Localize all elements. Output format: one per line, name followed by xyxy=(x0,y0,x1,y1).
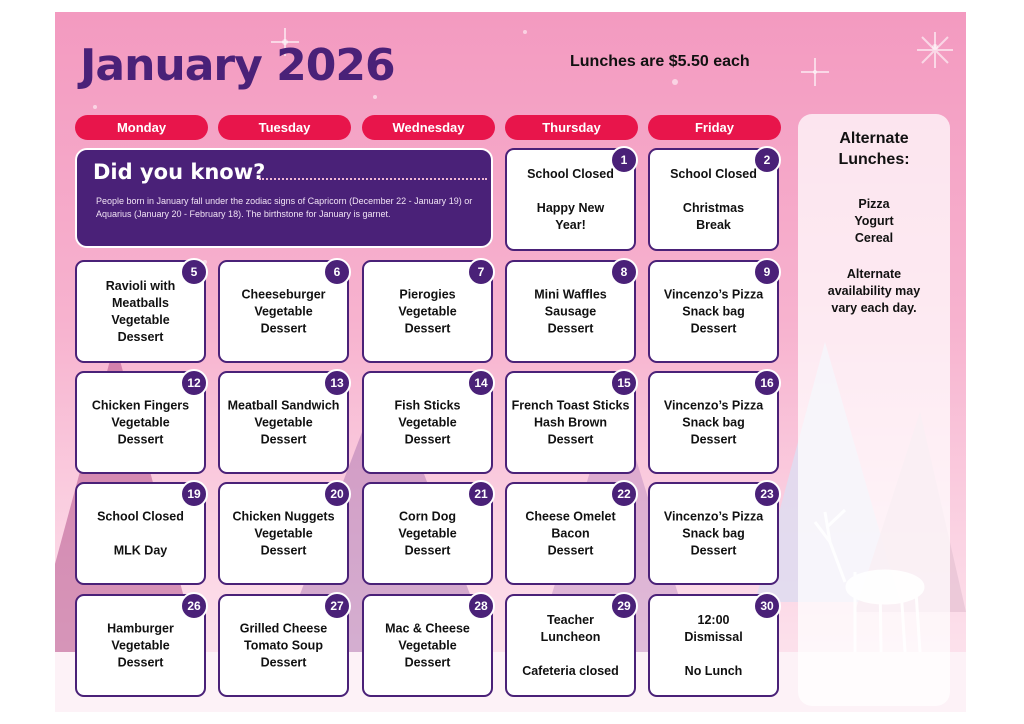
menu-line: Mini Waffles xyxy=(534,287,607,301)
menu-line: Dessert xyxy=(260,432,307,446)
menu-text xyxy=(368,508,487,559)
did-you-know-box xyxy=(75,148,493,248)
date-badge: 23 xyxy=(753,480,781,508)
calendar-day-cell xyxy=(75,482,206,585)
menu-line xyxy=(654,646,773,663)
menu-text xyxy=(654,166,773,234)
date-badge: 28 xyxy=(467,592,495,620)
did-you-know-title: Did you know? xyxy=(93,160,266,184)
calendar-day-cell xyxy=(648,482,779,585)
date-badge: 29 xyxy=(610,592,638,620)
menu-line: Vegetable xyxy=(254,526,313,540)
menu-line: Vegetable xyxy=(111,415,170,429)
menu-line: Luncheon xyxy=(540,629,601,644)
date-badge: 6 xyxy=(323,258,351,286)
menu-line: Dessert xyxy=(404,655,451,669)
date-badge: 12 xyxy=(180,369,208,397)
menu-text xyxy=(81,508,200,559)
menu-text xyxy=(224,286,343,337)
calendar-poster xyxy=(55,12,966,712)
alternate-item: Cereal xyxy=(854,231,894,245)
menu-line: Dessert xyxy=(547,543,594,557)
menu-line: Cheeseburger xyxy=(241,287,326,301)
menu-line: Dessert xyxy=(260,321,307,335)
date-badge: 13 xyxy=(323,369,351,397)
date-badge: 14 xyxy=(467,369,495,397)
calendar-day-cell xyxy=(75,594,206,697)
calendar-day-cell xyxy=(75,371,206,474)
menu-line: School Closed xyxy=(527,166,614,181)
menu-line: Teacher xyxy=(546,612,594,627)
date-badge: 2 xyxy=(753,146,781,174)
alternate-title-line: Alternate xyxy=(839,130,909,147)
calendar-day-cell xyxy=(648,371,779,474)
menu-line: Pierogies xyxy=(399,287,456,301)
menu-line: Dessert xyxy=(690,543,737,557)
menu-line: Dessert xyxy=(117,655,164,669)
alternate-item: Yogurt xyxy=(854,214,894,228)
menu-line: Hash Brown xyxy=(534,415,607,429)
menu-text xyxy=(81,397,200,448)
menu-line: Dessert xyxy=(547,432,594,446)
menu-text xyxy=(654,397,773,448)
day-header-wednesday: Wednesday xyxy=(362,115,495,140)
menu-line: Mac & Cheese xyxy=(385,621,470,635)
calendar-day-cell xyxy=(362,594,493,697)
menu-line: Cafeteria closed xyxy=(522,663,619,678)
menu-line: Vegetable xyxy=(254,304,313,318)
menu-line: Snack bag xyxy=(682,526,745,540)
menu-line: Vincenzo’s Pizza xyxy=(663,509,764,523)
calendar-day-cell xyxy=(505,148,636,251)
menu-line: Vincenzo’s Pizza xyxy=(663,398,764,412)
date-badge: 26 xyxy=(180,592,208,620)
date-badge: 27 xyxy=(323,592,351,620)
menu-line: Vegetable xyxy=(398,638,457,652)
alternate-availability-note xyxy=(798,266,950,317)
menu-line: Dessert xyxy=(404,321,451,335)
menu-text xyxy=(81,620,200,671)
alternate-note-line: Alternate xyxy=(846,267,902,281)
day-header-friday: Friday xyxy=(648,115,781,140)
menu-text xyxy=(224,397,343,448)
menu-text xyxy=(368,397,487,448)
menu-line: Dessert xyxy=(260,655,307,669)
alternate-title-line: Lunches: xyxy=(838,151,910,168)
menu-line: Dismissal xyxy=(684,629,743,644)
menu-line: Snack bag xyxy=(682,415,745,429)
menu-line: Vegetable xyxy=(398,304,457,318)
menu-line: Dessert xyxy=(260,543,307,557)
alternate-items-list xyxy=(798,196,950,247)
calendar-day-cell xyxy=(362,482,493,585)
menu-line: Happy New xyxy=(536,200,605,215)
menu-line: Fish Sticks xyxy=(394,398,461,412)
menu-line: Cheese Omelet xyxy=(525,509,616,523)
menu-line: Year! xyxy=(555,217,586,232)
alternate-note-line: vary each day. xyxy=(831,301,917,315)
menu-line: Vegetable xyxy=(111,638,170,652)
menu-line: School Closed xyxy=(97,509,184,523)
date-badge: 9 xyxy=(753,258,781,286)
menu-line: Chicken Nuggets xyxy=(232,509,335,523)
menu-line xyxy=(654,183,773,200)
menu-line: Dessert xyxy=(117,432,164,446)
date-badge: 22 xyxy=(610,480,638,508)
day-header-thursday: Thursday xyxy=(505,115,638,140)
calendar-day-cell xyxy=(648,148,779,251)
menu-line xyxy=(81,525,200,542)
menu-text xyxy=(81,278,200,346)
menu-line xyxy=(511,183,630,200)
date-badge: 7 xyxy=(467,258,495,286)
lunch-price-note: Lunches are $5.50 each xyxy=(570,53,750,70)
menu-line: Corn Dog xyxy=(399,509,456,523)
calendar-day-cell xyxy=(218,482,349,585)
menu-line: Dessert xyxy=(404,432,451,446)
menu-line: No Lunch xyxy=(684,663,743,678)
menu-line: Dessert xyxy=(117,329,164,344)
alternate-lunches-title xyxy=(798,128,950,170)
menu-text xyxy=(224,508,343,559)
menu-text xyxy=(511,286,630,337)
menu-line: Meatballs xyxy=(112,295,169,310)
date-badge: 21 xyxy=(467,480,495,508)
date-badge: 19 xyxy=(180,480,208,508)
date-badge: 20 xyxy=(323,480,351,508)
menu-line: Dessert xyxy=(404,543,451,557)
calendar-day-cell xyxy=(362,371,493,474)
calendar-day-cell xyxy=(505,371,636,474)
menu-line: Vegetable xyxy=(254,415,313,429)
menu-line: Vegetable xyxy=(111,312,170,327)
calendar-day-cell xyxy=(218,260,349,363)
alternate-note-line: availability may xyxy=(827,284,921,298)
menu-line: Meatball Sandwich xyxy=(227,398,340,412)
menu-text xyxy=(224,620,343,671)
menu-text xyxy=(511,612,630,680)
dotted-divider xyxy=(259,178,487,180)
date-badge: 5 xyxy=(180,258,208,286)
calendar-day-cell xyxy=(505,260,636,363)
calendar-day-cell xyxy=(218,594,349,697)
calendar-day-cell xyxy=(362,260,493,363)
calendar-day-cell xyxy=(218,371,349,474)
menu-text xyxy=(511,166,630,234)
menu-text xyxy=(511,397,630,448)
menu-line: Vincenzo’s Pizza xyxy=(663,287,764,301)
calendar-day-cell xyxy=(505,482,636,585)
menu-line: French Toast Sticks xyxy=(511,398,630,412)
menu-text xyxy=(368,286,487,337)
menu-text xyxy=(654,612,773,680)
day-header-monday: Monday xyxy=(75,115,208,140)
did-you-know-text: People born in January fall under the zodiac signs of Capricorn (December 22 - January 19) or Aquarius (January 20 - February 18). The birthstone for January is garnet. xyxy=(96,196,473,219)
menu-line: Dessert xyxy=(690,432,737,446)
menu-line: Snack bag xyxy=(682,304,745,318)
date-badge: 30 xyxy=(753,592,781,620)
menu-line: Sausage xyxy=(544,304,597,318)
date-badge: 8 xyxy=(610,258,638,286)
menu-line: Dessert xyxy=(690,321,737,335)
page-title: January 2026 xyxy=(80,40,395,91)
menu-text xyxy=(654,286,773,337)
menu-line: Vegetable xyxy=(398,526,457,540)
calendar-day-cell xyxy=(75,260,206,363)
menu-text xyxy=(368,620,487,671)
menu-line: Vegetable xyxy=(398,415,457,429)
menu-line: 12:00 xyxy=(697,612,730,627)
calendar-day-cell xyxy=(648,260,779,363)
menu-line: Hamburger xyxy=(107,621,174,635)
calendar-day-cell xyxy=(505,594,636,697)
date-badge: 1 xyxy=(610,146,638,174)
menu-line: Tomato Soup xyxy=(244,638,323,652)
day-header-tuesday: Tuesday xyxy=(218,115,351,140)
menu-line xyxy=(511,646,630,663)
menu-text xyxy=(654,508,773,559)
menu-line: Break xyxy=(696,217,731,232)
date-badge: 16 xyxy=(753,369,781,397)
menu-line: Bacon xyxy=(551,526,590,540)
menu-line: Dessert xyxy=(547,321,594,335)
menu-text xyxy=(511,508,630,559)
alternate-item: Pizza xyxy=(858,197,890,211)
menu-line: MLK Day xyxy=(113,543,168,557)
menu-line: School Closed xyxy=(670,166,757,181)
calendar-day-cell xyxy=(648,594,779,697)
menu-line: Christmas xyxy=(682,200,745,215)
alternate-lunches-panel xyxy=(798,114,950,706)
menu-line: Chicken Fingers xyxy=(91,398,190,412)
menu-line: Ravioli with xyxy=(105,278,176,293)
date-badge: 15 xyxy=(610,369,638,397)
menu-line: Grilled Cheese xyxy=(239,621,328,635)
